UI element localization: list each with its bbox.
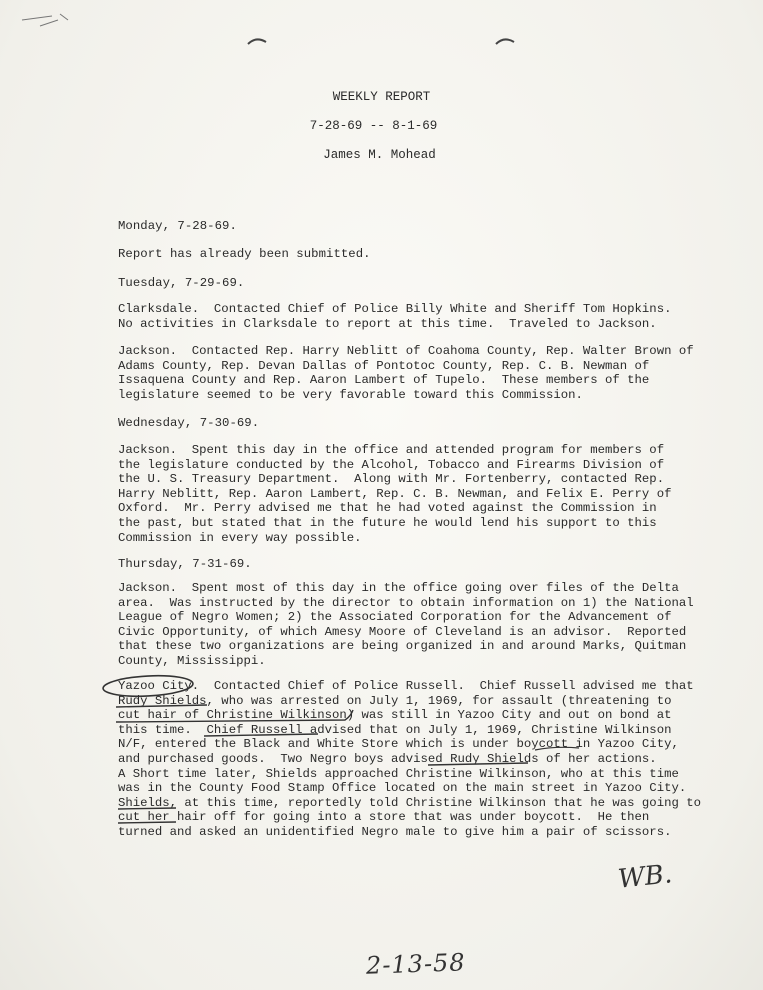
monday-heading: Monday, 7-28-69. [118, 219, 237, 233]
text-line: League of Negro Women; 2) the Associated Corporation for the Advancement of [118, 610, 672, 625]
text-line: cut her hair off for going into a store that was under boycott. He then [118, 810, 650, 825]
text-line: A Short time later, Shields approached Christine Wilkinson, who at this time [118, 766, 679, 781]
text-line: No activities in Clarksdale to report at this time. Traveled to Jackson. [118, 316, 657, 331]
text-line: Jackson. Spent this day in the office and attended program for members of [118, 443, 665, 457]
text-line: Yazoo City. Contacted Chief of Police Russell. Chief Russell advised me that [118, 679, 694, 693]
text-line: Rudy Shields, who was arrested on July 1, 1969, for assault (threatening to [118, 693, 672, 708]
report-author: James M. Mohead [323, 148, 436, 162]
text-line: the legislature conducted by the Alcohol, Tobacco and Firearms Division of [118, 457, 665, 472]
text-line: that these two organizations are being organized in and around Marks, Quitman [118, 639, 687, 654]
thursday-heading: Thursday, 7-31-69. [118, 557, 252, 571]
underline-mark [535, 747, 579, 750]
text-line: N/F, entered the Black and White Store which is under boycott in Yazoo City, [118, 737, 679, 752]
circle-mark [103, 674, 194, 699]
text-line: the past, but stated that in the future he would lend his support to this [118, 515, 657, 530]
text-line: Issaquena County and Rep. Aaron Lambert of Tupelo. These members of the [118, 373, 650, 388]
underline-mark [116, 705, 207, 707]
text-line: Civic Opportunity, of which Amesy Moore of Cleveland is an advisor. Reported [118, 624, 687, 639]
report-title: WEEKLY REPORT [332, 90, 431, 104]
handwritten-document-number: 2-13-58 [365, 948, 467, 980]
underline-mark [118, 822, 176, 823]
text-line: County, Mississippi. [118, 653, 266, 668]
text-line: Harry Neblitt, Rep. Aaron Lambert, Rep. C. B. Newman, and Felix E. Perry of [118, 486, 672, 501]
underline-mark [118, 808, 176, 809]
wednesday-heading: Wednesday, 7-30-69. [118, 416, 260, 430]
text-line: Jackson. Spent most of this day in the office going over files of the Delta [118, 581, 679, 595]
text-line: Jackson. Contacted Rep. Harry Neblitt of Coahoma County, Rep. Walter Brown of [118, 344, 694, 358]
text-line: Oxford. Mr. Perry advised me that he had voted against the Commission in [118, 501, 657, 516]
text-line: the U. S. Treasury Department. Along with Mr. Fortenberry, contacted Rep. [118, 472, 665, 487]
text-line: this time. Chief Russell advised that on July 1, 1969, Christine Wilkinson [118, 722, 672, 737]
text-line: Clarksdale. Contacted Chief of Police Billy White and Sheriff Tom Hopkins. [118, 302, 672, 316]
underline-mark [116, 710, 353, 722]
tuesday-heading: Tuesday, 7-29-69. [118, 276, 245, 290]
text-line: was in the County Food Stamp Office located on the main street in Yazoo City. [118, 781, 687, 796]
handwritten-initials: WB. [616, 859, 674, 895]
text-line: legislature seemed to be very favorable toward this Commission. [118, 387, 583, 402]
text-line: area. Was instructed by the director to obtain information on 1) the National [118, 595, 694, 610]
scan-noise-mark [22, 14, 68, 26]
staple-mark [496, 39, 514, 44]
staple-mark [248, 39, 266, 44]
monday-text: Report has already been submitted. [118, 247, 371, 261]
text-line: and purchased goods. Two Negro boys advised Rudy Shields of her actions. [118, 751, 657, 766]
text-line: Adams County, Rep. Devan Dallas of Pontotoc County, Rep. C. B. Newman of [118, 358, 650, 373]
underline-mark [428, 763, 528, 765]
text-line: cut hair of Christine Wilkinson) was still in Yazoo City and out on bond at [118, 708, 672, 723]
text-line: Commission in every way possible. [118, 530, 362, 545]
text-line: turned and asked an unidentified Negro male to give him a pair of scissors. [118, 824, 672, 839]
report-date-range: 7-28-69 -- 8-1-69 [309, 119, 438, 133]
underline-mark [204, 734, 318, 736]
text-line: Shields, at this time, reportedly told Christine Wilkinson that he was going to [118, 795, 701, 810]
